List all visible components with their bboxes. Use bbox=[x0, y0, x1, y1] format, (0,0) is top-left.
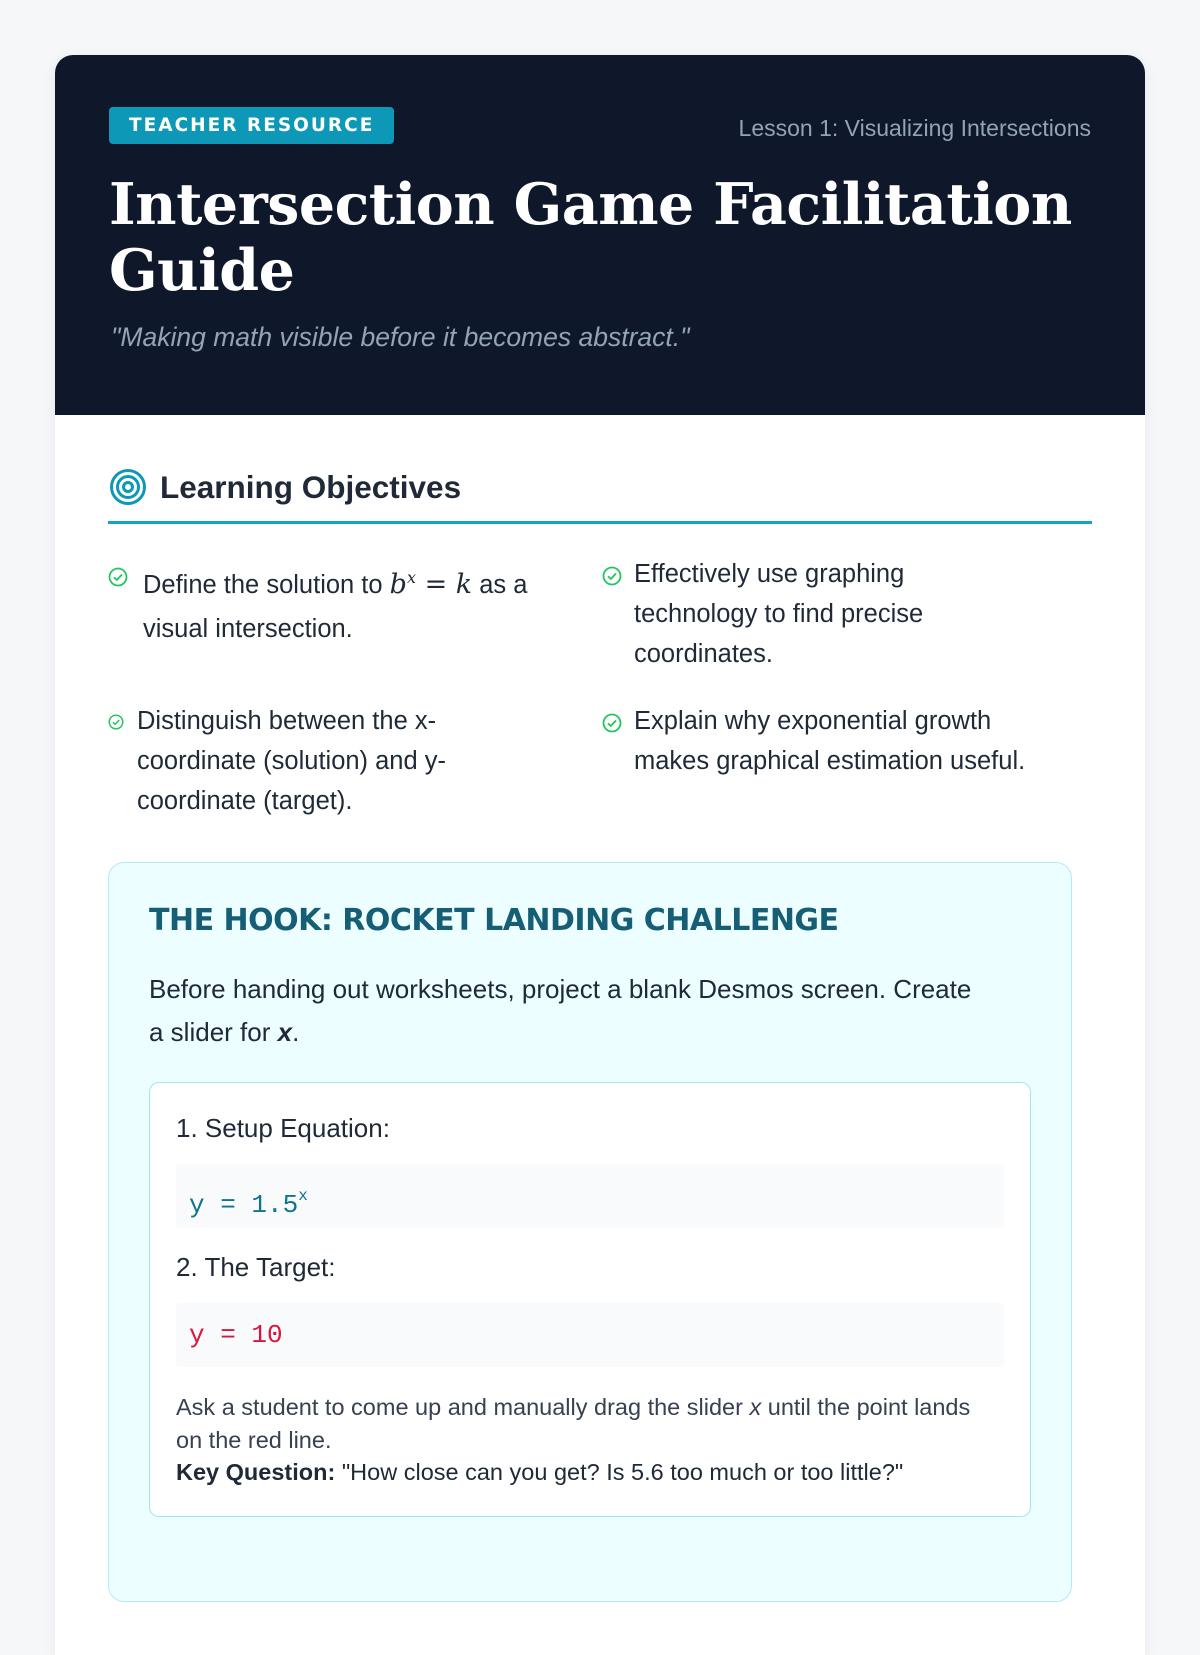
hook-intro-period: . bbox=[292, 1017, 300, 1047]
hook-title: THE HOOK: ROCKET LANDING CHALLENGE bbox=[149, 903, 839, 938]
objective-item bbox=[602, 701, 1082, 781]
target-icon bbox=[108, 467, 148, 507]
objective-text-pre: Define the solution to bbox=[143, 571, 390, 599]
check-circle-icon bbox=[108, 714, 124, 730]
hook-panel bbox=[108, 862, 1072, 1602]
math-base: b bbox=[389, 569, 407, 600]
objective-line: Effectively use graphing bbox=[634, 560, 905, 588]
setup-equation-code bbox=[176, 1164, 1004, 1228]
objective-line: technology to find precise bbox=[634, 600, 924, 628]
objective-line: Distinguish between the x- bbox=[137, 707, 437, 735]
objective-line: coordinate (solution) and y- bbox=[137, 747, 447, 775]
objectives-heading bbox=[108, 467, 1092, 524]
hook-instruction bbox=[176, 1391, 1004, 1456]
key-question-text: "How close can you get? Is 5.6 too much or too little?" bbox=[335, 1459, 904, 1485]
objective-text-line2: visual intersection. bbox=[143, 615, 353, 643]
objective-item bbox=[602, 554, 1072, 674]
objective-item bbox=[108, 701, 578, 821]
page-title bbox=[109, 172, 1091, 304]
objectives-grid bbox=[108, 524, 1092, 844]
page-title-line1: Intersection Game Facilitation bbox=[109, 171, 1072, 238]
key-question-label: Key Question: bbox=[176, 1459, 336, 1485]
page-header bbox=[55, 55, 1145, 415]
check-circle-icon bbox=[108, 567, 128, 587]
objective-line: Explain why exponential growth bbox=[634, 707, 992, 735]
math-rest: = k bbox=[416, 569, 473, 600]
step-2-label: 2. The Target: bbox=[176, 1252, 336, 1282]
setup-equation-exponent: x bbox=[298, 1187, 308, 1205]
objective-line: makes graphical estimation useful. bbox=[634, 747, 1026, 775]
math-exp: x bbox=[406, 568, 416, 587]
objective-line: coordinates. bbox=[634, 640, 773, 668]
hook-intro-line2: a slider for bbox=[149, 1017, 278, 1047]
hook-intro-variable: x bbox=[277, 1017, 293, 1047]
hook-steps-box bbox=[149, 1082, 1031, 1517]
check-circle-icon bbox=[602, 566, 622, 586]
objective-text bbox=[108, 556, 578, 651]
objective-text bbox=[602, 554, 1072, 674]
page-subtitle: "Making math visible before it becomes abstract." bbox=[111, 322, 690, 352]
objective-text-post: as a bbox=[472, 571, 528, 599]
guide-card bbox=[55, 55, 1145, 1655]
check-circle-icon bbox=[602, 713, 622, 733]
hook-instruction-line2: on the red line. bbox=[176, 1426, 332, 1453]
step-1-label: 1. Setup Equation: bbox=[176, 1113, 390, 1143]
hook-intro-line1: Before handing out worksheets, project a blank Desmos screen. Create bbox=[149, 974, 972, 1004]
objectives-title: Learning Objectives bbox=[160, 468, 462, 505]
key-question bbox=[176, 1456, 1004, 1488]
lesson-label: Lesson 1: Visualizing Intersections bbox=[738, 115, 1091, 141]
objective-item bbox=[108, 556, 578, 651]
math-expression bbox=[390, 569, 472, 600]
page-title-line2: Guide bbox=[109, 237, 295, 304]
hook-instruction-pre: Ask a student to come up and manually drag the slider bbox=[176, 1394, 750, 1420]
setup-equation-text: y = 1.5 bbox=[189, 1190, 299, 1220]
objective-text bbox=[602, 701, 1082, 781]
objective-text bbox=[108, 701, 578, 821]
page-body bbox=[55, 415, 1145, 844]
hook-intro bbox=[149, 968, 1031, 1054]
hook-instruction-variable: x bbox=[749, 1394, 762, 1420]
target-equation-code: y = 10 bbox=[176, 1303, 1004, 1367]
hook-instruction-post: until the point lands bbox=[761, 1394, 971, 1420]
objective-line: coordinate (target). bbox=[137, 787, 353, 815]
teacher-resource-badge: TEACHER RESOURCE bbox=[109, 107, 394, 144]
